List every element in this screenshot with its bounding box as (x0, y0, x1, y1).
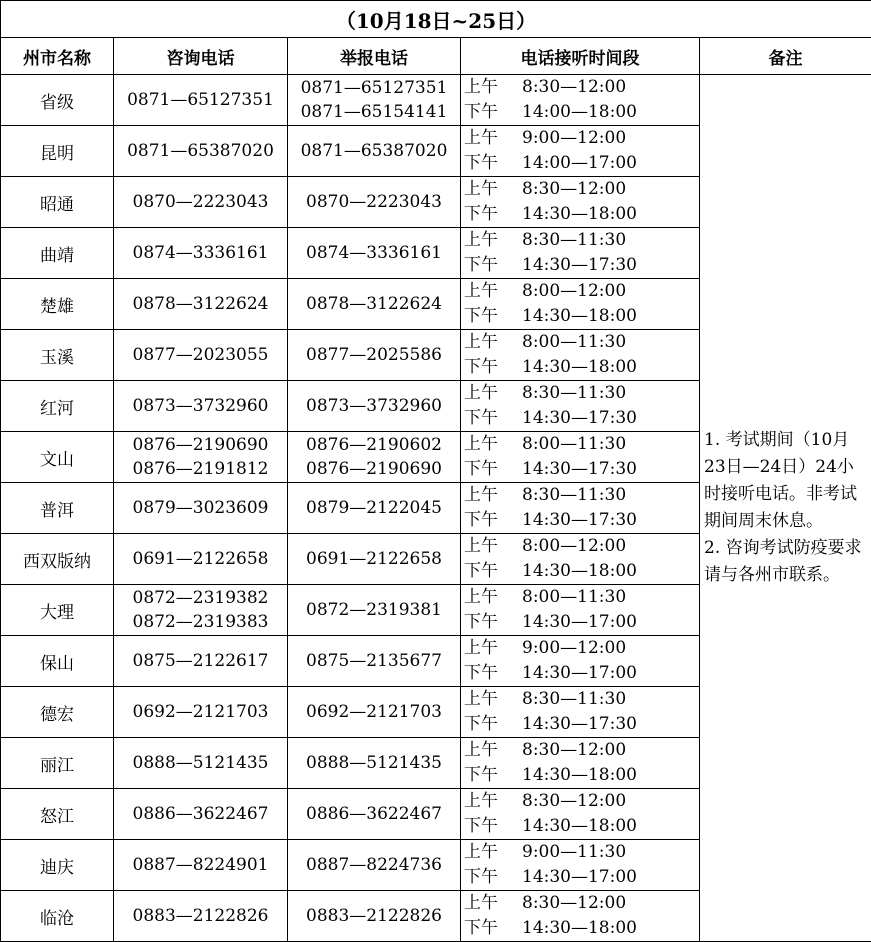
afternoon-range: 14:30—18:00 (520, 202, 699, 227)
report-phone: 0875—2135677 (288, 649, 460, 673)
morning-label: 上午 (461, 228, 520, 253)
city-cell: 迪庆 (1, 840, 114, 891)
afternoon-label: 下午 (461, 406, 520, 431)
consult-phone: 0878—3122624 (114, 292, 287, 316)
afternoon-hours (461, 865, 699, 890)
afternoon-range: 14:30—18:00 (520, 814, 699, 839)
afternoon-label: 下午 (461, 763, 520, 788)
morning-range: 8:30—12:00 (520, 177, 699, 202)
afternoon-label: 下午 (461, 202, 520, 227)
morning-range: 9:00—12:00 (520, 636, 699, 661)
report-phone-cell (288, 789, 461, 840)
consult-phone: 0883—2122826 (114, 904, 287, 928)
consult-phone: 0871—65387020 (114, 139, 287, 163)
afternoon-range: 14:30—17:30 (520, 712, 699, 737)
consult-phone: 0871—65127351 (114, 88, 287, 112)
morning-label: 上午 (461, 177, 520, 202)
consult-phone-cell (114, 381, 288, 432)
afternoon-label: 下午 (461, 457, 520, 482)
report-phone-cell (288, 432, 461, 483)
morning-hours (461, 789, 699, 814)
report-phone: 0870—2223043 (288, 190, 460, 214)
city-cell: 玉溪 (1, 330, 114, 381)
afternoon-hours (461, 202, 699, 227)
consult-phone-cell (114, 840, 288, 891)
consult-phone: 0873—3732960 (114, 394, 287, 418)
morning-range: 8:00—11:30 (520, 585, 699, 610)
afternoon-range: 14:30—18:00 (520, 763, 699, 788)
report-phone-cell (288, 330, 461, 381)
hours-cell (461, 891, 700, 942)
consult-phone-cell (114, 75, 288, 126)
afternoon-label: 下午 (461, 610, 520, 635)
afternoon-hours (461, 814, 699, 839)
report-phone-cell (288, 636, 461, 687)
morning-hours (461, 840, 699, 865)
morning-label: 上午 (461, 432, 520, 457)
afternoon-label: 下午 (461, 559, 520, 584)
afternoon-range: 14:30—17:30 (520, 406, 699, 431)
morning-hours (461, 687, 699, 712)
report-phone: 0873—3732960 (288, 394, 460, 418)
hours-cell (461, 636, 700, 687)
consult-phone-cell (114, 126, 288, 177)
afternoon-label: 下午 (461, 916, 520, 941)
afternoon-label: 下午 (461, 865, 520, 890)
report-phone: 0876—2190602 (288, 433, 460, 457)
morning-hours (461, 534, 699, 559)
afternoon-hours (461, 508, 699, 533)
afternoon-label: 下午 (461, 253, 520, 278)
afternoon-range: 14:30—18:00 (520, 355, 699, 380)
afternoon-hours (461, 253, 699, 278)
morning-hours (461, 636, 699, 661)
morning-range: 8:30—12:00 (520, 738, 699, 763)
afternoon-label: 下午 (461, 712, 520, 737)
hours-cell (461, 432, 700, 483)
report-phone: 0887—8224736 (288, 853, 460, 877)
morning-label: 上午 (461, 840, 520, 865)
morning-hours (461, 126, 699, 151)
consult-phone-cell (114, 177, 288, 228)
morning-label: 上午 (461, 126, 520, 151)
header-report-phone: 举报电话 (288, 38, 461, 75)
report-phone-cell (288, 891, 461, 942)
city-cell: 昆明 (1, 126, 114, 177)
hours-cell (461, 381, 700, 432)
afternoon-range: 14:30—17:00 (520, 865, 699, 890)
remark-note: 1. 考试期间（10月23日—24日）24小时接听电话。非考试期间周末休息。 (704, 427, 869, 535)
afternoon-range: 14:30—17:30 (520, 253, 699, 278)
morning-label: 上午 (461, 75, 520, 100)
consult-phone-cell (114, 738, 288, 789)
afternoon-label: 下午 (461, 355, 520, 380)
morning-label: 上午 (461, 585, 520, 610)
report-phone: 0871—65387020 (288, 139, 460, 163)
report-phone-cell (288, 534, 461, 585)
consult-phone-cell (114, 330, 288, 381)
header-hours: 电话接听时间段 (461, 38, 700, 75)
morning-label: 上午 (461, 789, 520, 814)
morning-range: 8:00—12:00 (520, 534, 699, 559)
report-phone-cell (288, 75, 461, 126)
hours-cell (461, 126, 700, 177)
hours-cell (461, 534, 700, 585)
report-phone: 0871—65154141 (288, 100, 460, 124)
consult-phone: 0888—5121435 (114, 751, 287, 775)
hours-cell (461, 789, 700, 840)
consult-phone-cell (114, 279, 288, 330)
afternoon-label: 下午 (461, 814, 520, 839)
report-phone-cell (288, 483, 461, 534)
afternoon-label: 下午 (461, 508, 520, 533)
morning-hours (461, 483, 699, 508)
consult-phone-cell (114, 687, 288, 738)
hours-cell (461, 483, 700, 534)
afternoon-label: 下午 (461, 151, 520, 176)
title-row (1, 1, 871, 38)
morning-label: 上午 (461, 687, 520, 712)
morning-hours (461, 738, 699, 763)
header-consult-phone: 咨询电话 (114, 38, 288, 75)
afternoon-range: 14:30—18:00 (520, 304, 699, 329)
consult-phone: 0876—2190690 (114, 433, 287, 457)
report-phone-cell (288, 840, 461, 891)
morning-hours (461, 585, 699, 610)
report-phone-cell (288, 738, 461, 789)
afternoon-range: 14:00—17:00 (520, 151, 699, 176)
morning-label: 上午 (461, 636, 520, 661)
hours-cell (461, 585, 700, 636)
consult-phone: 0886—3622467 (114, 802, 287, 826)
afternoon-label: 下午 (461, 661, 520, 686)
morning-hours (461, 228, 699, 253)
report-phone: 0877—2025586 (288, 343, 460, 367)
hours-cell (461, 330, 700, 381)
report-phone-cell (288, 687, 461, 738)
hours-cell (461, 279, 700, 330)
afternoon-hours (461, 457, 699, 482)
remark-cell (700, 75, 871, 942)
report-phone-cell (288, 228, 461, 279)
afternoon-range: 14:30—18:00 (520, 559, 699, 584)
afternoon-hours (461, 100, 699, 125)
afternoon-hours (461, 355, 699, 380)
city-cell: 曲靖 (1, 228, 114, 279)
hours-cell (461, 75, 700, 126)
city-cell: 西双版纳 (1, 534, 114, 585)
morning-label: 上午 (461, 891, 520, 916)
report-phone: 0872—2319381 (288, 598, 460, 622)
report-phone: 0876—2190690 (288, 457, 460, 481)
consult-phone: 0872—2319382 (114, 586, 287, 610)
consult-phone-cell (114, 432, 288, 483)
consult-phone-cell (114, 636, 288, 687)
morning-label: 上午 (461, 279, 520, 304)
city-cell: 昭通 (1, 177, 114, 228)
afternoon-hours (461, 916, 699, 941)
report-phone: 0874—3336161 (288, 241, 460, 265)
consult-phone: 0870—2223043 (114, 190, 287, 214)
morning-range: 8:30—11:30 (520, 687, 699, 712)
afternoon-hours (461, 661, 699, 686)
table-row (1, 75, 871, 126)
afternoon-hours (461, 406, 699, 431)
city-cell: 德宏 (1, 687, 114, 738)
morning-hours (461, 891, 699, 916)
city-cell: 省级 (1, 75, 114, 126)
hours-cell (461, 228, 700, 279)
city-cell: 楚雄 (1, 279, 114, 330)
afternoon-hours (461, 610, 699, 635)
consult-phone-cell (114, 483, 288, 534)
report-phone: 0878—3122624 (288, 292, 460, 316)
morning-range: 8:00—11:30 (520, 432, 699, 457)
header-row (1, 38, 871, 75)
consult-phone-cell (114, 789, 288, 840)
city-cell: 文山 (1, 432, 114, 483)
morning-range: 8:30—11:30 (520, 483, 699, 508)
city-cell: 普洱 (1, 483, 114, 534)
city-cell: 怒江 (1, 789, 114, 840)
consult-phone-cell (114, 534, 288, 585)
morning-hours (461, 75, 699, 100)
report-phone: 0886—3622467 (288, 802, 460, 826)
report-phone-cell (288, 126, 461, 177)
consult-phone-cell (114, 891, 288, 942)
morning-range: 8:30—12:00 (520, 789, 699, 814)
afternoon-range: 14:00—18:00 (520, 100, 699, 125)
afternoon-range: 14:30—17:00 (520, 661, 699, 686)
afternoon-range: 14:30—17:30 (520, 508, 699, 533)
consult-phone: 0875—2122617 (114, 649, 287, 673)
consult-phone: 0692—2121703 (114, 700, 287, 724)
morning-range: 8:30—11:30 (520, 381, 699, 406)
morning-label: 上午 (461, 483, 520, 508)
consult-phone: 0879—3023609 (114, 496, 287, 520)
report-phone-cell (288, 279, 461, 330)
consult-phone: 0872—2319383 (114, 610, 287, 634)
consult-phone: 0877—2023055 (114, 343, 287, 367)
morning-hours (461, 330, 699, 355)
afternoon-range: 14:30—18:00 (520, 916, 699, 941)
afternoon-label: 下午 (461, 304, 520, 329)
afternoon-hours (461, 712, 699, 737)
morning-range: 9:00—11:30 (520, 840, 699, 865)
afternoon-range: 14:30—17:30 (520, 457, 699, 482)
city-cell: 大理 (1, 585, 114, 636)
afternoon-hours (461, 763, 699, 788)
consult-phone-cell (114, 585, 288, 636)
table-title: （10月18日~25日） (1, 1, 871, 38)
city-cell: 保山 (1, 636, 114, 687)
hours-cell (461, 840, 700, 891)
report-phone-cell (288, 177, 461, 228)
consult-phone: 0887—8224901 (114, 853, 287, 877)
report-phone: 0888—5121435 (288, 751, 460, 775)
consult-phone-cell (114, 228, 288, 279)
afternoon-hours (461, 304, 699, 329)
morning-range: 8:30—12:00 (520, 891, 699, 916)
morning-range: 8:00—12:00 (520, 279, 699, 304)
morning-range: 8:30—12:00 (520, 75, 699, 100)
morning-label: 上午 (461, 534, 520, 559)
morning-label: 上午 (461, 381, 520, 406)
morning-hours (461, 381, 699, 406)
report-phone-cell (288, 585, 461, 636)
hours-cell (461, 687, 700, 738)
morning-label: 上午 (461, 330, 520, 355)
morning-hours (461, 432, 699, 457)
consult-phone: 0874—3336161 (114, 241, 287, 265)
morning-hours (461, 279, 699, 304)
morning-label: 上午 (461, 738, 520, 763)
remark-note: 2. 咨询考试防疫要求请与各州市联系。 (704, 535, 869, 589)
morning-hours (461, 177, 699, 202)
header-city: 州市名称 (1, 38, 114, 75)
report-phone: 0871—65127351 (288, 76, 460, 100)
afternoon-label: 下午 (461, 100, 520, 125)
report-phone: 0879—2122045 (288, 496, 460, 520)
report-phone: 0883—2122826 (288, 904, 460, 928)
report-phone-cell (288, 381, 461, 432)
city-cell: 红河 (1, 381, 114, 432)
morning-range: 8:30—11:30 (520, 228, 699, 253)
morning-range: 9:00—12:00 (520, 126, 699, 151)
hours-cell (461, 738, 700, 789)
hours-cell (461, 177, 700, 228)
afternoon-hours (461, 559, 699, 584)
afternoon-hours (461, 151, 699, 176)
report-phone: 0691—2122658 (288, 547, 460, 571)
consult-phone: 0691—2122658 (114, 547, 287, 571)
city-cell: 丽江 (1, 738, 114, 789)
city-cell: 临沧 (1, 891, 114, 942)
consult-phone: 0876—2191812 (114, 457, 287, 481)
morning-range: 8:00—11:30 (520, 330, 699, 355)
report-phone: 0692—2121703 (288, 700, 460, 724)
afternoon-range: 14:30—17:00 (520, 610, 699, 635)
header-remark: 备注 (700, 38, 871, 75)
